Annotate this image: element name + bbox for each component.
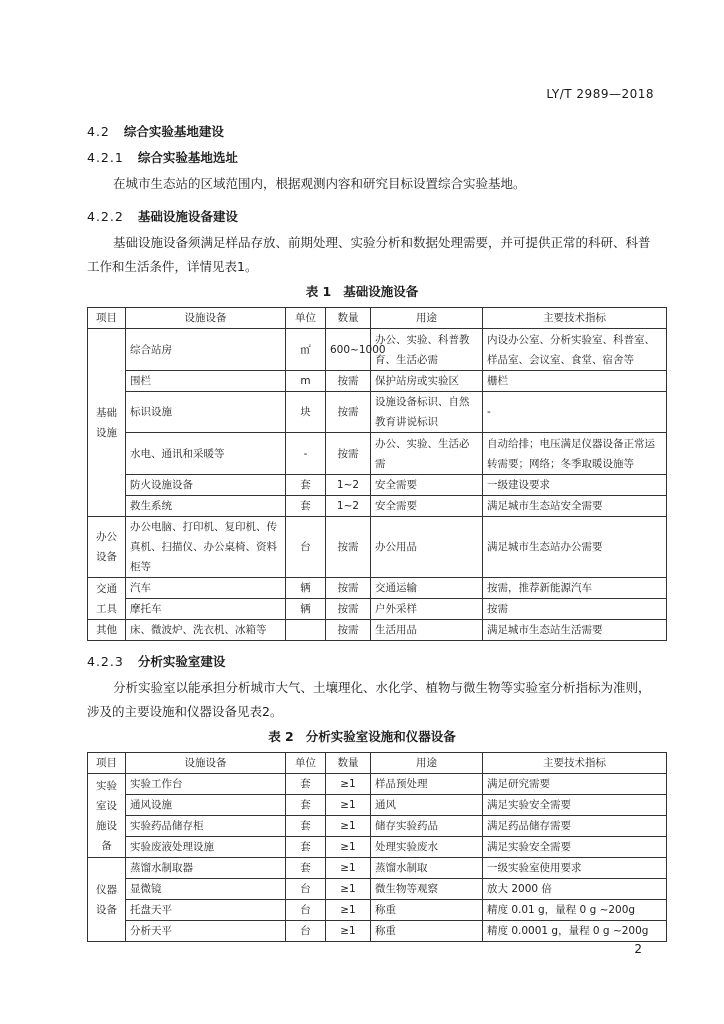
table-cell: 蒸馏水制取器 [126, 858, 286, 879]
table-cell: 台 [286, 517, 326, 578]
table-cell: 按需 [326, 392, 371, 433]
section-title: 综合实验基地选址 [137, 150, 238, 165]
header-cell: 设施设备 [126, 308, 286, 329]
table-row [88, 837, 667, 858]
table-cell: 按需 [326, 517, 371, 578]
header-cell: 主要技术指标 [483, 753, 667, 774]
section-heading-4-2-2 [87, 207, 238, 225]
group-label: 实验室设施设备 [88, 774, 126, 858]
table-cell: 围栏 [126, 371, 286, 392]
section-number: 4.2 [87, 124, 110, 139]
table-cell: 摩托车 [126, 599, 286, 620]
table-cell: 满足实验安全需要 [483, 837, 667, 858]
table-row [88, 599, 667, 620]
table-cell: 精度 0.01 g，量程 0 g ~200g [483, 900, 667, 921]
table-cell: 综合站房 [126, 329, 286, 371]
table-row [88, 496, 667, 517]
table-row [88, 371, 667, 392]
group-label: 其他 [88, 620, 126, 641]
section-number: 4.2.2 [87, 209, 124, 224]
table-cell: 通风 [371, 795, 483, 816]
header-cell: 单位 [286, 753, 326, 774]
table-cell: ≥1 [326, 774, 371, 795]
table-cell: 满足实验安全需要 [483, 795, 667, 816]
table-cell: 块 [286, 392, 326, 433]
table-cell: 600~1000 [326, 329, 371, 371]
table-cell: 台 [286, 921, 326, 942]
table-cell: 台 [286, 879, 326, 900]
table1-caption: 表 1 基础设施设备 [305, 284, 419, 299]
table-cell: 安全需要 [371, 475, 483, 496]
table-lab-equipment [87, 752, 667, 942]
group-label: 基础设施 [88, 329, 126, 517]
table-row [88, 329, 667, 371]
table-cell: 内设办公室、分析实验室、科普室、样品室、会议室、食堂、宿舍等 [483, 329, 667, 371]
table-cell: 汽车 [126, 578, 286, 599]
paragraph-4-2-1: 在城市生态站的区域范围内，根据观测内容和研究目标设置综合实验基地。 [113, 176, 526, 191]
table-cell: 救生系统 [126, 496, 286, 517]
table-row [88, 517, 667, 578]
table-cell: ≥1 [326, 858, 371, 879]
table-cell: 微生物等观察 [371, 879, 483, 900]
table-cell: 户外采样 [371, 599, 483, 620]
table-row [88, 879, 667, 900]
table-cell: 安全需要 [371, 496, 483, 517]
table-cell: 套 [286, 795, 326, 816]
table-cell: 防火设施设备 [126, 475, 286, 496]
table-cell: ≥1 [326, 921, 371, 942]
section-heading-4-2 [87, 122, 224, 140]
table-cell: 水电、通讯和采暖等 [126, 433, 286, 475]
table-cell: 保护站房或实验区 [371, 371, 483, 392]
section-heading-4-2-3 [87, 652, 225, 670]
table-cell: ㎡ [286, 329, 326, 371]
table-cell: 分析天平 [126, 921, 286, 942]
table-cell: 1~2 [326, 475, 371, 496]
group-label: 仪器设备 [88, 858, 126, 942]
table-cell: 满足研究需要 [483, 774, 667, 795]
table-cell: 满足药品储存需要 [483, 816, 667, 837]
group-label: 办公设备 [88, 517, 126, 578]
table-header-row [88, 753, 667, 774]
standard-code: LY/T 2989—2018 [546, 87, 654, 101]
table-cell: 按需 [326, 620, 371, 641]
table-row [88, 392, 667, 433]
table-cell: - [286, 433, 326, 475]
header-cell: 项目 [88, 753, 126, 774]
table-cell: 一级实验室使用要求 [483, 858, 667, 879]
table-cell: 自动给排；电压满足仪器设备正常运转需要；网络；冬季取暖设施等 [483, 433, 667, 475]
table-cell: 按需，推荐新能源汽车 [483, 578, 667, 599]
header-cell: 单位 [286, 308, 326, 329]
header-cell: 设施设备 [126, 753, 286, 774]
table-cell: 栅栏 [483, 371, 667, 392]
table-cell: 精度 0.0001 g，量程 0 g ~200g [483, 921, 667, 942]
table-cell: 交通运输 [371, 578, 483, 599]
table-cell: ≥1 [326, 900, 371, 921]
table-cell: 蒸馏水制取 [371, 858, 483, 879]
table-row [88, 921, 667, 942]
table-cell: 放大 2000 倍 [483, 879, 667, 900]
table-cell: 套 [286, 816, 326, 837]
table-cell: 台 [286, 900, 326, 921]
table-row [88, 433, 667, 475]
table-cell: 套 [286, 858, 326, 879]
header-cell: 主要技术指标 [483, 308, 667, 329]
table-cell: 实验废液处理设施 [126, 837, 286, 858]
table-cell: 实验药品储存柜 [126, 816, 286, 837]
table-cell: 生活用品 [371, 620, 483, 641]
table-cell: 按需 [483, 599, 667, 620]
table-cell: 办公、实验、科普教育、生活必需 [371, 329, 483, 371]
table-row [88, 858, 667, 879]
section-title: 基础设施设备建设 [137, 209, 238, 224]
table-row [88, 774, 667, 795]
table-cell: 套 [286, 774, 326, 795]
table-cell: ≥1 [326, 816, 371, 837]
header-cell: 用途 [371, 753, 483, 774]
group-label: 交通工具 [88, 578, 126, 620]
table-cell: 办公、实验、生活必需 [371, 433, 483, 475]
table-cell: 辆 [286, 599, 326, 620]
table-cell: 托盘天平 [126, 900, 286, 921]
table-cell: 按需 [326, 599, 371, 620]
header-cell: 数量 [326, 753, 371, 774]
table-row [88, 816, 667, 837]
table-row [88, 475, 667, 496]
section-heading-4-2-1 [87, 148, 238, 166]
table-cell: 满足城市生态站安全需要 [483, 496, 667, 517]
table-cell: 辆 [286, 578, 326, 599]
table-cell: 满足城市生态站生活需要 [483, 620, 667, 641]
table-cell: 套 [286, 496, 326, 517]
table-cell: 标识设施 [126, 392, 286, 433]
header-cell: 数量 [326, 308, 371, 329]
header-cell: 用途 [371, 308, 483, 329]
table-row [88, 620, 667, 641]
table-cell: ≥1 [326, 795, 371, 816]
section-title: 分析实验室建设 [137, 654, 226, 669]
table-row [88, 578, 667, 599]
table-cell: 按需 [326, 433, 371, 475]
page-number: 2 [634, 942, 642, 956]
section-number: 4.2.3 [87, 654, 124, 669]
section-title: 综合实验基地建设 [123, 124, 224, 139]
table-cell: 称重 [371, 921, 483, 942]
table-cell [286, 620, 326, 641]
paragraph-4-2-2: 基础设施设备须满足样品存放、前期处理、实验分析和数据处理需要，并可提供正常的科研、科普工作和生活条件，详情见表1。 [87, 235, 651, 274]
table-cell: 一级建设要求 [483, 475, 667, 496]
table-cell: 床、微波炉、洗衣机、冰箱等 [126, 620, 286, 641]
table-cell: 办公电脑、打印机、复印机、传真机、扫描仪、办公桌椅、资料柜等 [126, 517, 286, 578]
table-cell: 处理实验废水 [371, 837, 483, 858]
table-cell: - [483, 392, 667, 433]
table-cell: 满足城市生态站办公需要 [483, 517, 667, 578]
table-cell: 显微镜 [126, 879, 286, 900]
table-cell: 1~2 [326, 496, 371, 517]
table2-caption: 表 2 分析实验室设施和仪器设备 [268, 729, 456, 744]
table-cell: m [286, 371, 326, 392]
table-cell: 套 [286, 475, 326, 496]
table-cell: ≥1 [326, 837, 371, 858]
table-cell: 称重 [371, 900, 483, 921]
table-cell: 通风设施 [126, 795, 286, 816]
table-cell: 套 [286, 837, 326, 858]
table-basic-facilities [87, 307, 667, 641]
table-row [88, 795, 667, 816]
table-cell: 按需 [326, 578, 371, 599]
paragraph-4-2-3: 分析实验室以能承担分析城市大气、土壤理化、水化学、植物与微生物等实验室分析指标为准则，涉及的主要设施和仪器设备见表2。 [87, 680, 651, 719]
table-cell: 储存实验药品 [371, 816, 483, 837]
table-cell: 办公用品 [371, 517, 483, 578]
section-number: 4.2.1 [87, 150, 124, 165]
table-cell: 实验工作台 [126, 774, 286, 795]
header-cell: 项目 [88, 308, 126, 329]
table-cell: 设施设备标识、自然教育讲说标识 [371, 392, 483, 433]
table-cell: ≥1 [326, 879, 371, 900]
table-cell: 按需 [326, 371, 371, 392]
table-cell: 样品预处理 [371, 774, 483, 795]
table-row [88, 900, 667, 921]
table-header-row [88, 308, 667, 329]
